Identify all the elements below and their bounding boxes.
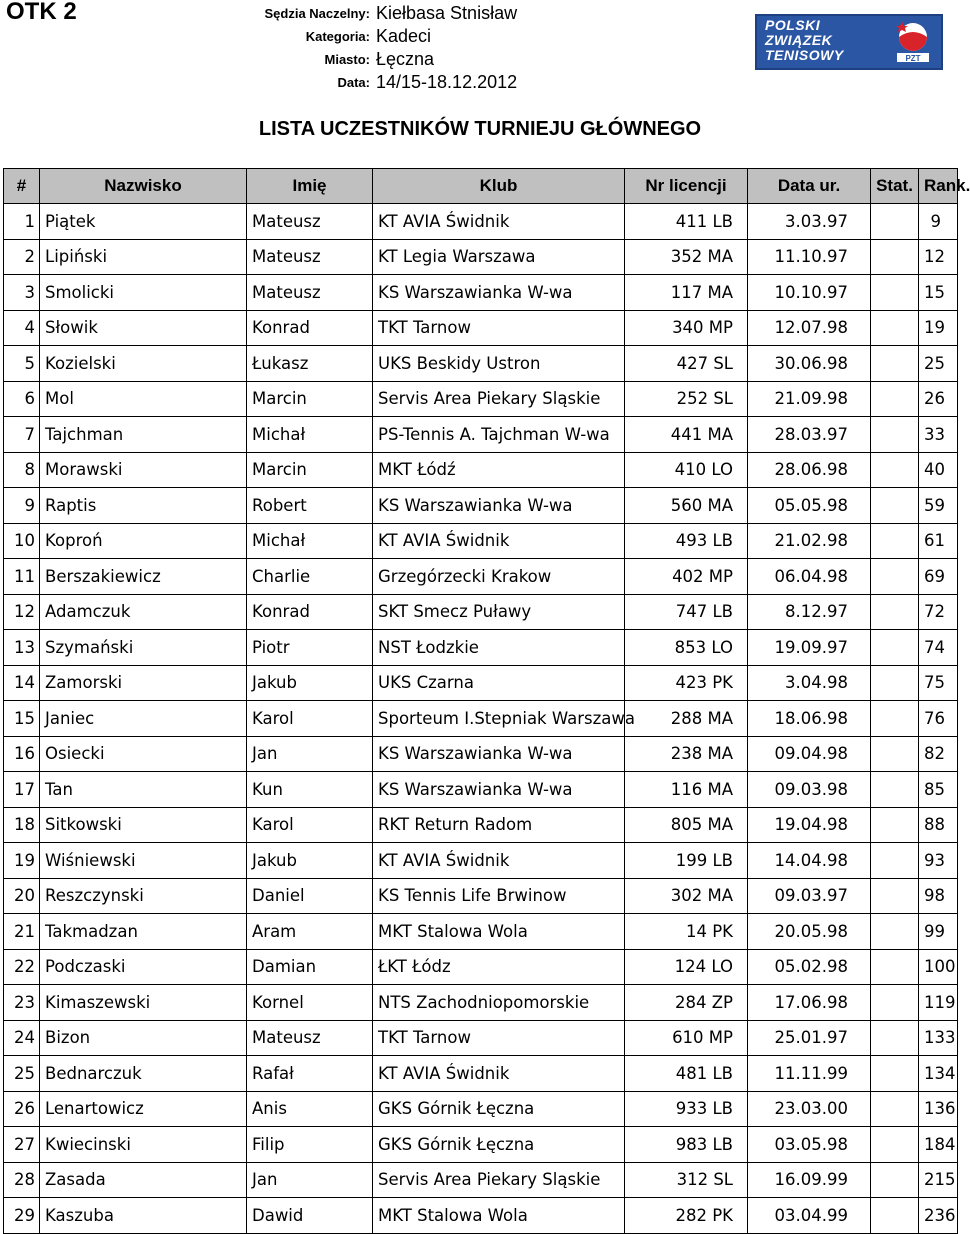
surname-cell: Kozielski [40,346,247,382]
surname-cell: Raptis [40,488,247,524]
status-cell [871,772,919,808]
surname-cell: Piątek [40,204,247,240]
birth-date-cell: 11.10.97 [748,239,871,275]
rank-cell: 25 [919,346,958,382]
license-cell: 427 SL [625,346,748,382]
club-cell: KS Warszawianka W-wa [373,275,625,311]
license-cell: 560 MA [625,488,748,524]
table-row [4,1091,958,1127]
table-row [4,239,958,275]
club-cell: ŁKT Łódz [373,949,625,985]
birth-date-cell: 06.04.98 [748,559,871,595]
surname-cell: Takmadzan [40,914,247,950]
club-cell: Servis Area Piekary Sląskie [373,1162,625,1198]
row-number: 12 [4,594,40,630]
first-name-cell: Charlie [247,559,373,595]
col-header-license: Nr licencji [625,169,748,204]
birth-date-cell: 12.07.98 [748,310,871,346]
rank-cell: 72 [919,594,958,630]
surname-cell: Szymański [40,630,247,666]
status-cell [871,239,919,275]
surname-cell: Kaszuba [40,1198,247,1234]
rank-cell: 85 [919,772,958,808]
club-cell: KS Warszawianka W-wa [373,488,625,524]
club-cell: NTS Zachodniopomorskie [373,985,625,1021]
club-cell: TKT Tarnow [373,1020,625,1056]
row-number: 4 [4,310,40,346]
rank-cell: 88 [919,807,958,843]
license-cell: 441 MA [625,417,748,453]
table-row [4,346,958,382]
first-name-cell: Karol [247,807,373,843]
birth-date-cell: 17.06.98 [748,985,871,1021]
meta-label: Miasto: [324,52,370,67]
birth-date-cell: 05.05.98 [748,488,871,524]
status-cell [871,1198,919,1234]
birth-date-cell: 3.03.97 [748,204,871,240]
rank-cell: 19 [919,310,958,346]
club-cell: Servis Area Piekary Sląskie [373,381,625,417]
license-cell: 410 LO [625,452,748,488]
col-header-club: Klub [373,169,625,204]
row-number: 26 [4,1091,40,1127]
row-number: 6 [4,381,40,417]
col-header-rank: Rank. [919,169,958,204]
license-cell: 124 LO [625,949,748,985]
status-cell [871,204,919,240]
tournament-meta [240,2,540,94]
first-name-cell: Michał [247,417,373,453]
status-cell [871,985,919,1021]
birth-date-cell: 09.04.98 [748,736,871,772]
logo-text [765,18,844,63]
meta-label: Data: [337,75,370,90]
table-row [4,204,958,240]
status-cell [871,807,919,843]
license-cell: 14 PK [625,914,748,950]
license-cell: 288 MA [625,701,748,737]
first-name-cell: Jan [247,736,373,772]
first-name-cell: Daniel [247,878,373,914]
status-cell [871,843,919,879]
club-cell: GKS Górnik Łęczna [373,1127,625,1163]
rank-cell: 99 [919,914,958,950]
first-name-cell: Robert [247,488,373,524]
first-name-cell: Łukasz [247,346,373,382]
table-row [4,594,958,630]
surname-cell: Reszczynski [40,878,247,914]
rank-cell: 82 [919,736,958,772]
birth-date-cell: 11.11.99 [748,1056,871,1092]
row-number: 9 [4,488,40,524]
status-cell [871,1056,919,1092]
first-name-cell: Mateusz [247,1020,373,1056]
surname-cell: Tan [40,772,247,808]
rank-cell: 184 [919,1127,958,1163]
row-number: 23 [4,985,40,1021]
col-header-number: # [4,169,40,204]
birth-date-cell: 20.05.98 [748,914,871,950]
first-name-cell: Konrad [247,310,373,346]
license-cell: 493 LB [625,523,748,559]
rank-cell: 74 [919,630,958,666]
birth-date-cell: 21.09.98 [748,381,871,417]
birth-date-cell: 8.12.97 [748,594,871,630]
col-header-birth-date: Data ur. [748,169,871,204]
row-number: 20 [4,878,40,914]
logo-line: POLSKI [765,17,821,33]
meta-value: Kadeci [376,26,432,46]
rank-cell: 134 [919,1056,958,1092]
club-cell: KT AVIA Świdnik [373,1056,625,1092]
license-cell: 402 MP [625,559,748,595]
surname-cell: Kimaszewski [40,985,247,1021]
birth-date-cell: 25.01.97 [748,1020,871,1056]
license-cell: 238 MA [625,736,748,772]
table-row [4,630,958,666]
license-cell: 252 SL [625,381,748,417]
logo-line: TENISOWY [765,47,844,63]
status-cell [871,594,919,630]
rank-cell: 76 [919,701,958,737]
status-cell [871,346,919,382]
surname-cell: Tajchman [40,417,247,453]
status-cell [871,275,919,311]
first-name-cell: Mateusz [247,239,373,275]
status-cell [871,1162,919,1198]
club-cell: SKT Smecz Puławy [373,594,625,630]
status-cell [871,914,919,950]
first-name-cell: Mateusz [247,275,373,311]
surname-cell: Lenartowicz [40,1091,247,1127]
club-cell: UKS Czarna [373,665,625,701]
surname-cell: Smolicki [40,275,247,311]
birth-date-cell: 21.02.98 [748,523,871,559]
table-row [4,701,958,737]
license-cell: 805 MA [625,807,748,843]
row-number: 19 [4,843,40,879]
birth-date-cell: 03.04.99 [748,1198,871,1234]
surname-cell: Kwiecinski [40,1127,247,1163]
emblem-text: PZT [905,54,921,63]
rank-cell: 15 [919,275,958,311]
table-row [4,878,958,914]
birth-date-cell: 16.09.99 [748,1162,871,1198]
first-name-cell: Filip [247,1127,373,1163]
rank-cell: 40 [919,452,958,488]
logo-line: ZWIĄZEK [765,32,833,48]
rank-cell: 119 [919,985,958,1021]
rank-cell: 26 [919,381,958,417]
row-number: 29 [4,1198,40,1234]
rank-cell: 61 [919,523,958,559]
club-cell: KS Warszawianka W-wa [373,772,625,808]
first-name-cell: Aram [247,914,373,950]
license-cell: 199 LB [625,843,748,879]
status-cell [871,665,919,701]
row-number: 14 [4,665,40,701]
license-cell: 983 LB [625,1127,748,1163]
rank-cell: 215 [919,1162,958,1198]
row-number: 2 [4,239,40,275]
first-name-cell: Dawid [247,1198,373,1234]
row-number: 8 [4,452,40,488]
row-number: 18 [4,807,40,843]
surname-cell: Słowik [40,310,247,346]
license-cell: 282 PK [625,1198,748,1234]
surname-cell: Sitkowski [40,807,247,843]
row-number: 15 [4,701,40,737]
status-cell [871,417,919,453]
table-row [4,1127,958,1163]
birth-date-cell: 03.05.98 [748,1127,871,1163]
surname-cell: Podczaski [40,949,247,985]
rank-cell: 133 [919,1020,958,1056]
table-row [4,914,958,950]
surname-cell: Lipiński [40,239,247,275]
table-row [4,1056,958,1092]
surname-cell: Morawski [40,452,247,488]
table-row [4,772,958,808]
table-row [4,1198,958,1234]
club-cell: KT AVIA Świdnik [373,204,625,240]
row-number: 5 [4,346,40,382]
table-row [4,275,958,311]
row-number: 11 [4,559,40,595]
table-body [4,204,958,1234]
surname-cell: Adamczuk [40,594,247,630]
table-row [4,985,958,1021]
row-number: 16 [4,736,40,772]
first-name-cell: Anis [247,1091,373,1127]
birth-date-cell: 28.03.97 [748,417,871,453]
meta-label: Kategoria: [305,29,370,44]
first-name-cell: Kornel [247,985,373,1021]
status-cell [871,630,919,666]
first-name-cell: Michał [247,523,373,559]
rank-cell: 59 [919,488,958,524]
rank-cell: 98 [919,878,958,914]
table-row [4,381,958,417]
first-name-cell: Mateusz [247,204,373,240]
birth-date-cell: 23.03.00 [748,1091,871,1127]
row-number: 27 [4,1127,40,1163]
club-cell: GKS Górnik Łęczna [373,1091,625,1127]
first-name-cell: Marcin [247,381,373,417]
col-header-first-name: Imię [247,169,373,204]
meta-date [240,71,540,94]
status-cell [871,878,919,914]
birth-date-cell: 28.06.98 [748,452,871,488]
status-cell [871,1127,919,1163]
status-cell [871,381,919,417]
surname-cell: Wiśniewski [40,843,247,879]
club-cell: KT AVIA Świdnik [373,523,625,559]
birth-date-cell: 05.02.98 [748,949,871,985]
row-number: 28 [4,1162,40,1198]
club-cell: Grzegórzecki Krakow [373,559,625,595]
first-name-cell: Jakub [247,665,373,701]
surname-cell: Janiec [40,701,247,737]
license-cell: 933 LB [625,1091,748,1127]
club-cell: UKS Beskidy Ustron [373,346,625,382]
club-cell: RKT Return Radom [373,807,625,843]
col-header-status: Stat. [871,169,919,204]
meta-referee [240,2,540,25]
rank-cell: 136 [919,1091,958,1127]
table-row [4,523,958,559]
birth-date-cell: 14.04.98 [748,843,871,879]
club-cell: KT AVIA Świdnik [373,843,625,879]
surname-cell: Zamorski [40,665,247,701]
license-cell: 853 LO [625,630,748,666]
status-cell [871,1091,919,1127]
club-cell: MKT Stalowa Wola [373,1198,625,1234]
table-row [4,1020,958,1056]
club-cell: MKT Stalowa Wola [373,914,625,950]
first-name-cell: Damian [247,949,373,985]
license-cell: 284 ZP [625,985,748,1021]
pzt-emblem-icon [891,19,935,63]
table-row [4,665,958,701]
license-cell: 117 MA [625,275,748,311]
club-cell: KT Legia Warszawa [373,239,625,275]
tournament-code: OTK 2 [6,0,77,25]
first-name-cell: Marcin [247,452,373,488]
rank-cell: 236 [919,1198,958,1234]
license-cell: 411 LB [625,204,748,240]
status-cell [871,559,919,595]
table-header-row [4,169,958,204]
rank-cell: 100 [919,949,958,985]
row-number: 17 [4,772,40,808]
table-row [4,417,958,453]
rank-cell: 12 [919,239,958,275]
pzt-logo [755,14,943,70]
birth-date-cell: 10.10.97 [748,275,871,311]
table-row [4,843,958,879]
license-cell: 302 MA [625,878,748,914]
license-cell: 610 MP [625,1020,748,1056]
surname-cell: Mol [40,381,247,417]
table-row [4,452,958,488]
participants-table [3,168,970,1234]
meta-city [240,48,540,71]
birth-date-cell: 19.04.98 [748,807,871,843]
first-name-cell: Rafał [247,1056,373,1092]
first-name-cell: Kun [247,772,373,808]
birth-date-cell: 09.03.97 [748,878,871,914]
rank-cell: 75 [919,665,958,701]
rank-cell: 93 [919,843,958,879]
club-cell: KS Warszawianka W-wa [373,736,625,772]
row-number: 7 [4,417,40,453]
first-name-cell: Jan [247,1162,373,1198]
birth-date-cell: 18.06.98 [748,701,871,737]
status-cell [871,1020,919,1056]
row-number: 21 [4,914,40,950]
table-row [4,807,958,843]
meta-value: Łęczna [376,49,435,69]
first-name-cell: Piotr [247,630,373,666]
status-cell [871,523,919,559]
table-row [4,488,958,524]
license-cell: 312 SL [625,1162,748,1198]
table-row [4,949,958,985]
status-cell [871,949,919,985]
status-cell [871,736,919,772]
license-cell: 116 MA [625,772,748,808]
surname-cell: Bednarczuk [40,1056,247,1092]
first-name-cell: Jakub [247,843,373,879]
surname-cell: Bizon [40,1020,247,1056]
rank-cell: 69 [919,559,958,595]
row-number: 24 [4,1020,40,1056]
table-row [4,1162,958,1198]
status-cell [871,452,919,488]
rank-cell: 9 [919,204,958,240]
first-name-cell: Karol [247,701,373,737]
table-row [4,559,958,595]
club-cell: PS-Tennis A. Tajchman W-wa [373,417,625,453]
license-cell: 352 MA [625,239,748,275]
license-cell: 423 PK [625,665,748,701]
birth-date-cell: 19.09.97 [748,630,871,666]
meta-value: Kiełbasa Stnisław [376,3,518,23]
club-cell: KS Tennis Life Brwinow [373,878,625,914]
row-number: 25 [4,1056,40,1092]
surname-cell: Berszakiewicz [40,559,247,595]
row-number: 10 [4,523,40,559]
birth-date-cell: 30.06.98 [748,346,871,382]
status-cell [871,488,919,524]
surname-cell: Osiecki [40,736,247,772]
row-number: 22 [4,949,40,985]
rank-cell: 33 [919,417,958,453]
col-header-surname: Nazwisko [40,169,247,204]
club-cell: NST Łodzkie [373,630,625,666]
surname-cell: Zasada [40,1162,247,1198]
club-cell: TKT Tarnow [373,310,625,346]
row-number: 3 [4,275,40,311]
surname-cell: Koproń [40,523,247,559]
birth-date-cell: 3.04.98 [748,665,871,701]
club-cell: MKT Łódź [373,452,625,488]
meta-label: Sędzia Naczelny: [264,6,370,21]
status-cell [871,701,919,737]
club-cell: Sporteum I.Stepniak Warszawa [373,701,625,737]
row-number: 13 [4,630,40,666]
license-cell: 340 MP [625,310,748,346]
birth-date-cell: 09.03.98 [748,772,871,808]
meta-value: 14/15-18.12.2012 [376,72,518,92]
first-name-cell: Konrad [247,594,373,630]
page-title: LISTA UCZESTNIKÓW TURNIEJU GŁÓWNEGO [258,118,702,140]
license-cell: 747 LB [625,594,748,630]
license-cell: 481 LB [625,1056,748,1092]
status-cell [871,310,919,346]
row-number: 1 [4,204,40,240]
table-row [4,310,958,346]
meta-category [240,25,540,48]
table-row [4,736,958,772]
